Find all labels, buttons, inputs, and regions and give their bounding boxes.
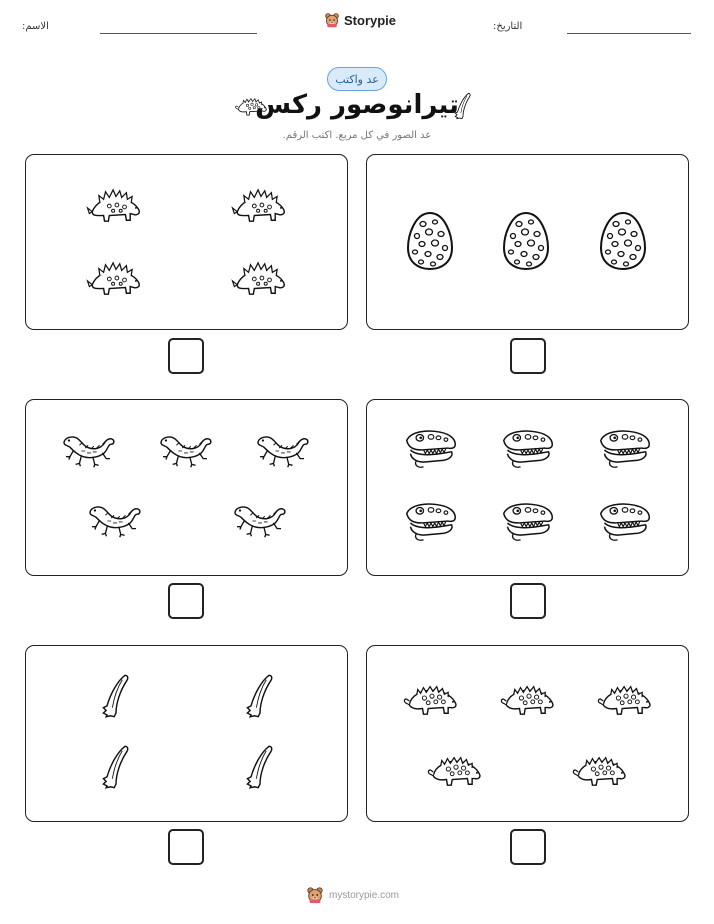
count-card-trex xyxy=(366,399,689,576)
activity-badge: عد واكتب xyxy=(327,67,387,91)
stegosaurus-icon xyxy=(86,260,144,298)
stegosaurus-icon xyxy=(231,260,289,298)
brand-name: Storypie xyxy=(344,12,397,28)
count-card-eggs xyxy=(366,154,689,330)
instructions: عد الصور في كل مربع. اكتب الرقم. xyxy=(282,130,432,141)
trex-head-icon xyxy=(597,427,653,471)
date-line[interactable] xyxy=(567,33,691,34)
ankylosaurus-icon xyxy=(597,680,655,718)
stegosaurus-icon xyxy=(231,187,289,225)
bear-icon xyxy=(324,12,340,28)
lizard-icon xyxy=(254,430,312,472)
page-title: تيرانوصور ركس xyxy=(255,90,459,120)
footer xyxy=(306,886,399,904)
tooth-icon xyxy=(98,744,134,790)
answer-box-tooth[interactable] xyxy=(168,829,204,865)
ankylosaurus-icon xyxy=(427,751,485,789)
count-card-lizard xyxy=(25,399,348,576)
answer-box-ankylosaurus[interactable] xyxy=(510,829,546,865)
stegosaurus-icon xyxy=(86,187,144,225)
trex-head-icon xyxy=(403,427,459,471)
tooth-icon xyxy=(242,744,278,790)
footer-site: mystorypie.com xyxy=(329,889,400,901)
date-label: التاريخ: xyxy=(493,21,523,32)
trex-head-icon xyxy=(500,427,556,471)
tooth-icon xyxy=(452,92,474,120)
trex-head-icon xyxy=(403,500,459,544)
trex-head-icon xyxy=(597,500,653,544)
lizard-icon xyxy=(86,500,144,542)
brand-logo xyxy=(324,12,396,28)
tooth-icon xyxy=(98,673,134,719)
ankylosaurus-icon xyxy=(500,680,558,718)
tooth-icon xyxy=(242,673,278,719)
lizard-icon xyxy=(231,500,289,542)
egg-icon xyxy=(598,210,648,272)
count-card-stegosaurus xyxy=(25,154,348,330)
count-card-tooth xyxy=(25,645,348,822)
answer-box-lizard[interactable] xyxy=(168,583,204,619)
name-line[interactable] xyxy=(100,33,257,34)
name-label: الاسم: xyxy=(22,21,49,32)
answer-box-eggs[interactable] xyxy=(510,338,546,374)
egg-icon xyxy=(501,210,551,272)
answer-box-stegosaurus[interactable] xyxy=(168,338,204,374)
ankylosaurus-icon xyxy=(572,751,630,789)
egg-icon xyxy=(405,210,455,272)
trex-head-icon xyxy=(500,500,556,544)
ankylosaurus-icon xyxy=(403,680,461,718)
count-card-ankylosaurus xyxy=(366,645,689,822)
lizard-icon xyxy=(60,430,118,472)
lizard-icon xyxy=(157,430,215,472)
answer-box-trex[interactable] xyxy=(510,583,546,619)
bear-icon xyxy=(306,886,324,904)
